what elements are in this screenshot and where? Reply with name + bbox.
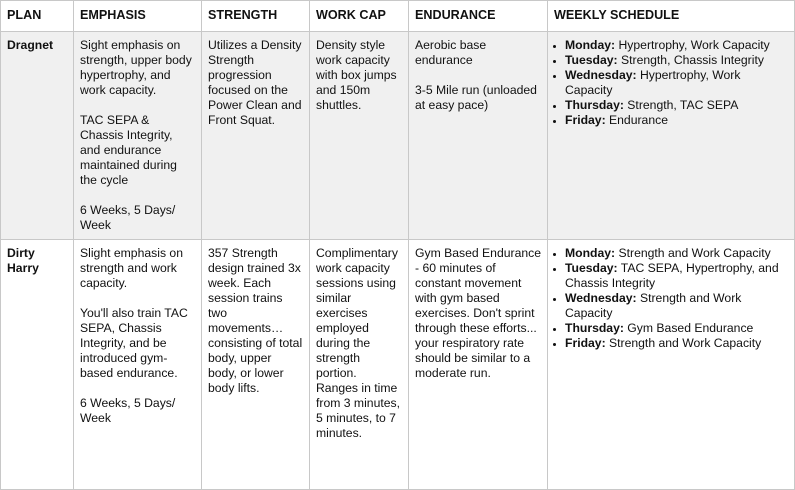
endurance-text: Aerobic base endurance [415,38,487,67]
header-strength: STRENGTH [202,1,310,32]
schedule-day: Thursday: [565,321,624,335]
endurance-cell [409,240,548,490]
schedule-day: Friday: [565,336,606,350]
table-row [1,32,795,240]
header-work-cap: WORK CAP [310,1,409,32]
list-item [565,68,788,98]
schedule-day: Tuesday: [565,53,618,67]
list-item [565,336,788,351]
schedule-day: Wednesday: [565,68,637,82]
table-row [1,240,795,490]
list-item [565,246,788,261]
work-cap-cell: Density style work capacity with box jumps and 150m shuttles. [310,32,409,240]
header-endurance: ENDURANCE [409,1,548,32]
emphasis-text: You'll also train TAC SEPA, Chassis Integrity, and be introduced gym-based endurance. [80,306,188,380]
endurance-text: Gym Based Endurance - 60 minutes of constant movement with gym based exercises. Don't sprint through these efforts... your respiratory rate should be similar to a moderate run. [415,246,542,380]
schedule-activity: Strength and Work Capacity [605,336,762,350]
schedule-day: Monday: [565,246,616,260]
schedule-day: Thursday: [565,98,624,112]
schedule-day: Tuesday: [565,261,618,275]
schedule-activity: Strength and Work Capacity [615,246,771,260]
schedule-day: Friday: [565,113,606,127]
emphasis-cell [74,240,202,490]
list-item [565,261,788,291]
endurance-text: 3-5 Mile run (unloaded at easy pace) [415,83,537,112]
schedule-activity: Hypertrophy, Work Capacity [565,68,741,97]
list-item [565,291,788,321]
emphasis-text: Sight emphasis on strength, upper body hypertrophy, and work capacity. [80,38,192,97]
list-item [565,113,788,128]
schedule-list [554,246,788,351]
strength-cell: Utilizes a Density Strength progression focused on the Power Clean and Front Squat. [202,32,310,240]
schedule-activity: Strength, Chassis Integrity [617,53,764,67]
list-item [565,321,788,336]
header-plan: PLAN [1,1,74,32]
schedule-day: Monday: [565,38,616,52]
schedule-day: Wednesday: [565,291,637,305]
header-row [1,1,795,32]
schedule-cell [548,32,795,240]
plan-name: Dragnet [1,32,74,240]
emphasis-text: Slight emphasis on strength and work capacity. [80,246,183,290]
emphasis-cell [74,32,202,240]
header-weekly-schedule: WEEKLY SCHEDULE [548,1,795,32]
schedule-activity: Strength and Work Capacity [565,291,742,320]
emphasis-duration: 6 Weeks, 5 Days/ Week [80,203,176,232]
emphasis-text: TAC SEPA & Chassis Integrity, and endurance maintained during the cycle [80,113,177,187]
work-cap-cell: Complimentary work capacity sessions using similar exercises employed during the strength portion. Ranges in time from 3 minutes, 5 minutes, to 7 minutes. [310,240,409,490]
schedule-cell [548,240,795,490]
list-item [565,38,788,53]
schedule-activity: Strength, TAC SEPA [623,98,739,112]
schedule-activity: Endurance [605,113,668,127]
list-item [565,98,788,113]
plan-name: Dirty Harry [1,240,74,490]
schedule-activity: Gym Based Endurance [623,321,754,335]
strength-cell: 357 Strength design trained 3x week. Each session trains two movements… consisting of total body, upper body, or lower body lifts. [202,240,310,490]
schedule-activity: Hypertrophy, Work Capacity [615,38,770,52]
emphasis-duration: 6 Weeks, 5 Days/ Week [80,396,176,425]
header-emphasis: EMPHASIS [74,1,202,32]
list-item [565,53,788,68]
schedule-activity: TAC SEPA, Hypertrophy, and Chassis Integrity [565,261,779,290]
schedule-list [554,38,788,128]
endurance-cell [409,32,548,240]
